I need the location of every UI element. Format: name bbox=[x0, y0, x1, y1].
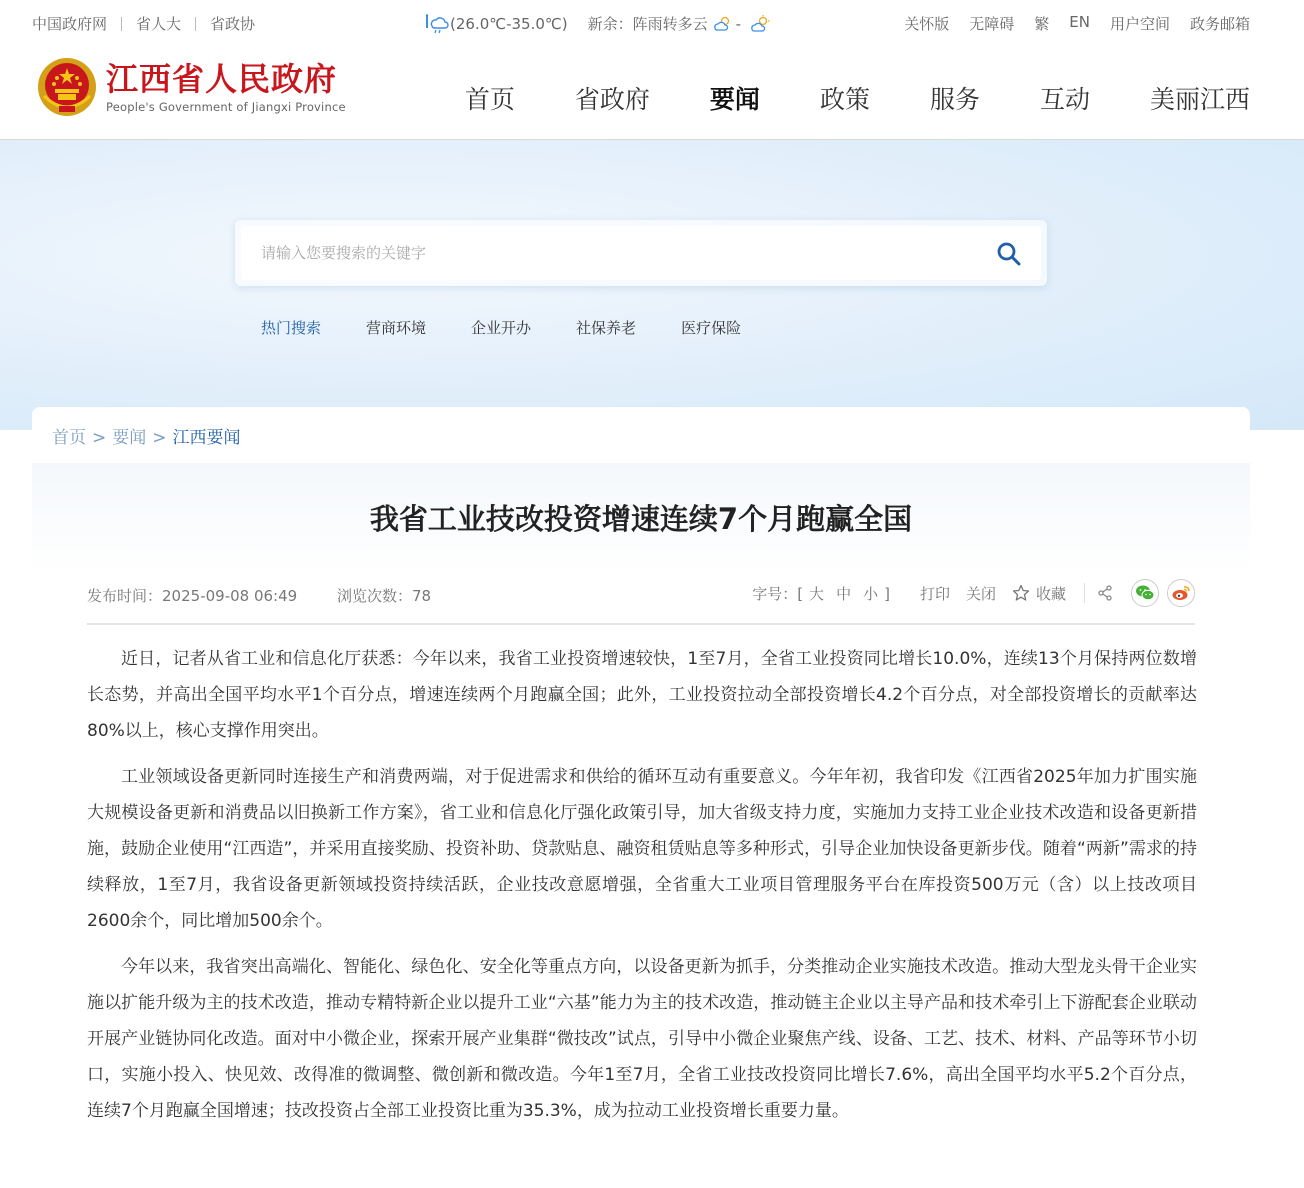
view-count-info bbox=[337, 585, 431, 606]
font-size-medium[interactable]: 中 bbox=[836, 584, 852, 603]
nav-home[interactable]: 首页 bbox=[464, 85, 515, 114]
cloudy-rain-icon bbox=[712, 15, 732, 33]
article-meta bbox=[87, 583, 1195, 625]
link-user-space[interactable]: 用户空间 bbox=[1109, 15, 1170, 33]
hot-search-label: 热门搜索 bbox=[261, 319, 322, 337]
close-button[interactable]: 关闭 bbox=[965, 584, 996, 603]
logo-title: 江西省人民政府 bbox=[106, 60, 338, 98]
divider bbox=[1084, 583, 1085, 603]
search-icon[interactable] bbox=[995, 240, 1023, 268]
article-body bbox=[87, 641, 1197, 1139]
hot-word[interactable]: 社保养老 bbox=[576, 319, 637, 337]
breadcrumb-separator: > bbox=[92, 428, 107, 448]
print-button[interactable]: 打印 bbox=[919, 584, 950, 603]
article-paragraph: 今年以来，我省突出高端化、智能化、绿色化、安全化等重点方向，以设备更新为抓手，分类推动企业实施技术改造。推动大型龙头骨干企业实施以扩能升级为主的技术改造，推动专精特新企业以提升工业“六基”能力为主的技术改造，推动链主企业以主导产品和技术牵引上下游配套企业联动开展产业链协同化改造。面对中小微企业，探索开展产业集群“微技改”试点，引导中小微企业聚焦产线、设备、工艺、技术、材料、产品等环节小切口，实施小投入、快见效、改得准的微调整、微创新和微改造。今年1至7月，全省工业技改投资同比增长7.6%，高出全国平均水平5.2个百分点，连续7个月跑赢全国增速；技改投资占全部工业投资比重为35.3%，成为拉动工业投资增长重要力量。 bbox=[87, 957, 1197, 1121]
partly-cloudy-icon bbox=[749, 15, 771, 33]
views-label: 浏览次数： bbox=[337, 587, 413, 605]
nav-news[interactable]: 要闻 bbox=[709, 85, 760, 114]
font-size-control bbox=[752, 583, 890, 604]
nav-policy[interactable]: 政策 bbox=[819, 85, 870, 114]
logo-subtitle: People's Government of Jiangxi Province bbox=[106, 100, 346, 114]
weibo-icon bbox=[1171, 584, 1191, 602]
font-size-large[interactable]: 大 bbox=[809, 584, 825, 603]
weather-forecast: 新余：阵雨转多云 bbox=[587, 15, 708, 33]
nav-provincial-gov[interactable]: 省政府 bbox=[574, 85, 650, 114]
publish-label: 发布时间： bbox=[87, 587, 163, 605]
link-gov-mail[interactable]: 政务邮箱 bbox=[1189, 15, 1250, 33]
hot-word[interactable]: 医疗保险 bbox=[681, 319, 742, 337]
national-emblem-icon bbox=[36, 56, 98, 118]
hot-search-words bbox=[261, 317, 786, 338]
font-size-bracket: ] bbox=[884, 584, 890, 603]
weather-temperature: (26.0℃-35.0℃) bbox=[450, 14, 568, 33]
link-accessibility[interactable]: 无障碍 bbox=[969, 15, 1015, 33]
favorite-label: 收藏 bbox=[1035, 584, 1066, 603]
weather-widget bbox=[424, 13, 771, 34]
font-size-small[interactable]: 小 bbox=[863, 584, 879, 603]
top-links-right bbox=[904, 13, 1250, 34]
main-nav bbox=[465, 80, 1250, 116]
link-provincial-cppcc[interactable]: 省政协 bbox=[210, 15, 256, 33]
divider bbox=[121, 17, 122, 31]
search-hero bbox=[0, 140, 1304, 430]
view-count: 78 bbox=[412, 587, 432, 605]
breadcrumb bbox=[52, 423, 241, 448]
favorite-button[interactable] bbox=[1012, 583, 1066, 604]
weather-rain-icon bbox=[424, 14, 450, 34]
breadcrumb-home[interactable]: 首页 bbox=[52, 428, 86, 448]
article-card bbox=[32, 407, 1250, 1188]
weibo-share-button[interactable] bbox=[1167, 579, 1195, 607]
search-input[interactable] bbox=[241, 226, 961, 280]
link-provincial-congress[interactable]: 省人大 bbox=[136, 15, 182, 33]
breadcrumb-separator: > bbox=[152, 428, 167, 448]
nav-service[interactable]: 服务 bbox=[929, 85, 980, 114]
wechat-icon bbox=[1135, 584, 1155, 602]
weather-dash: - bbox=[735, 14, 742, 33]
divider bbox=[195, 17, 196, 31]
nav-beautiful-jiangxi[interactable]: 美丽江西 bbox=[1149, 85, 1250, 114]
logo-text bbox=[106, 60, 346, 114]
wechat-share-button[interactable] bbox=[1131, 579, 1159, 607]
star-icon bbox=[1012, 584, 1030, 602]
hot-word[interactable]: 营商环境 bbox=[366, 319, 427, 337]
top-utility-bar bbox=[0, 0, 1304, 46]
breadcrumb-jiangxi-news[interactable]: 江西要闻 bbox=[172, 428, 241, 448]
publish-time: 2025-09-08 06:49 bbox=[162, 587, 298, 605]
breadcrumb-news[interactable]: 要闻 bbox=[112, 428, 147, 448]
publish-info bbox=[87, 585, 297, 606]
font-size-label: 字号：[ bbox=[752, 584, 804, 603]
search-box bbox=[235, 220, 1047, 286]
link-traditional-chinese[interactable]: 繁 bbox=[1034, 15, 1050, 33]
nav-interaction[interactable]: 互动 bbox=[1039, 85, 1090, 114]
top-links-left bbox=[32, 13, 255, 34]
article-paragraph: 工业领域设备更新同时连接生产和消费两端，对于促进需求和供给的循环互动有重要意义。今年年初，我省印发《江西省2025年加力扩围实施大规模设备更新和消费品以旧换新工作方案》，省工业和信息化厅强化政策引导，加大省级支持力度，实施加力支持工业企业技术改造和设备更新措施，鼓励企业使用“江西造”，并采用直接奖励、投资补助、贷款贴息、融资租赁贴息等多种形式，引导企业加快设备更新步伐。随着“两新”需求的持续释放，1至7月，我省设备更新领域投资持续活跃，企业技改意愿增强，全省重大工业项目管理服务平台在库投资500万元（含）以上技改项目2600余个，同比增加500余个。 bbox=[87, 767, 1197, 931]
hot-word[interactable]: 企业开办 bbox=[471, 319, 532, 337]
article-title: 我省工业技改投资增速连续7个月跑赢全国 bbox=[369, 502, 913, 536]
article-paragraph: 近日，记者从省工业和信息化厅获悉：今年以来，我省工业投资增速较快，1至7月，全省工业投资同比增长10.0%，连续13个月保持两位数增长态势，并高出全国平均水平1个百分点，增速连续两个月跑赢全国；此外，工业投资拉动全部投资增长4.2个百分点，对全部投资增长的贡献率达80%以上，核心支撑作用突出。 bbox=[87, 649, 1197, 741]
link-elder-mode[interactable]: 关怀版 bbox=[904, 15, 950, 33]
article-tools bbox=[752, 579, 1195, 607]
share-icon[interactable] bbox=[1097, 585, 1113, 601]
site-logo[interactable] bbox=[36, 56, 346, 118]
search-box-inner bbox=[241, 226, 1041, 280]
link-english[interactable]: EN bbox=[1069, 13, 1090, 31]
link-china-gov[interactable]: 中国政府网 bbox=[32, 15, 108, 33]
site-header bbox=[0, 46, 1304, 140]
